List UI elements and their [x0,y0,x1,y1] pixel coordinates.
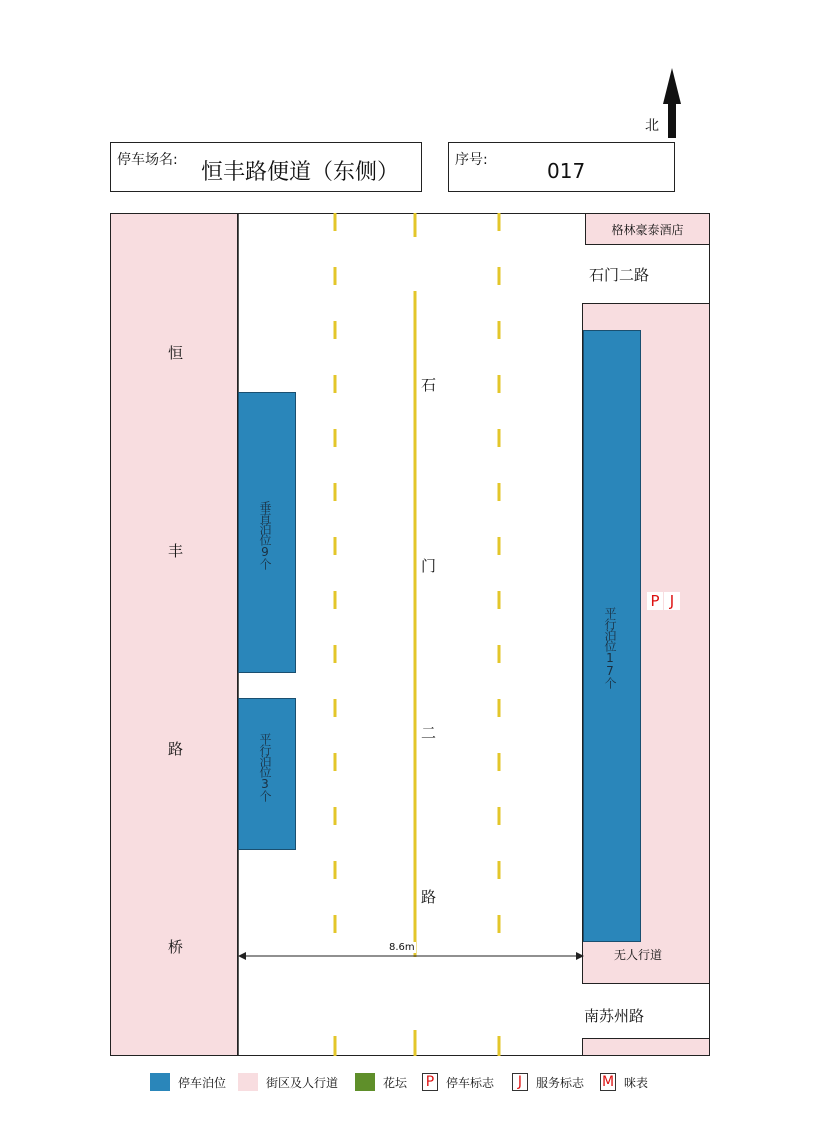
legend-flowerbed-label: 花坛 [383,1075,408,1090]
parking-sign-icon: P [647,592,663,610]
legend-meter [600,1072,648,1092]
parking-name-label: 停车场名: [117,152,178,168]
parking-name-value: 恒丰路便道（东侧） [201,160,400,185]
legend-meter-label: 咪表 [624,1075,649,1090]
legend-sidewalk-swatch [238,1073,258,1091]
hotel-block [585,213,710,245]
center-road-char-3: 二 [421,724,437,742]
legend-flowerbed [355,1072,407,1092]
legend-sidewalk-label: 街区及人行道 [266,1075,339,1090]
legend-parking-label: 停车泊位 [178,1075,227,1090]
left-road-char-2: 丰 [168,542,184,560]
serial-value: 017 [547,159,586,183]
north-label: 北 [645,118,659,134]
serial-label: 序号: [455,152,488,168]
legend-parking-sign-icon: P [422,1073,438,1091]
measure-label: 8.6m [389,942,415,953]
left-road-char-1: 恒 [168,344,184,362]
no-sidewalk-label: 无人行道 [614,948,663,962]
legend-sidewalk [238,1072,338,1092]
bottom-cross-road-label: 南苏州路 [584,1007,645,1025]
center-road-char-4: 路 [421,888,437,906]
parking-block-parallel-left-label: 平行泊位3个 [258,733,272,801]
legend-service-sign [512,1072,584,1092]
legend-parking [150,1072,226,1092]
parking-block-parallel-left [238,698,296,850]
legend-parking-sign-label: 停车标志 [446,1075,495,1090]
parking-block-parallel-right-label: 平行泊位17个 [603,607,617,688]
parking-block-vertical-label: 垂直泊位9个 [258,501,272,569]
center-road-char-2: 门 [421,557,437,575]
legend-service-sign-label: 服务标志 [536,1075,585,1090]
legend-parking-sign [422,1072,494,1092]
parking-block-parallel-right [583,330,641,942]
left-road-char-3: 路 [168,740,184,758]
parking-block-vertical [238,392,296,673]
legend-meter-icon: M [601,1074,615,1090]
hotel-label: 格林豪泰酒店 [611,222,684,237]
top-cross-road-label: 石门二路 [589,266,650,284]
legend-parking-swatch [150,1073,170,1091]
center-road-char-1: 石 [421,376,437,394]
service-sign-icon: J [664,592,680,610]
left-road-char-4: 桥 [168,938,184,956]
legend-flowerbed-swatch [355,1073,375,1091]
legend-service-sign-icon: J [512,1073,528,1091]
bottom-right-block [582,1038,710,1056]
